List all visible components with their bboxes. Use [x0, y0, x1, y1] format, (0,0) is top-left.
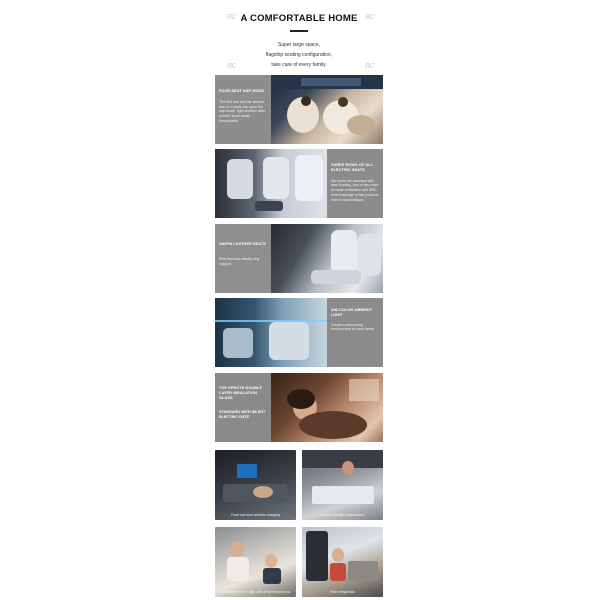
feature-description: Create a welcoming environment for your family — [331, 322, 375, 332]
feature-column — [215, 0, 383, 600]
watermark-logo: RC — [365, 63, 375, 70]
feature-panel-nap-mode — [215, 75, 383, 144]
page-subtitle — [215, 40, 383, 70]
feature-panel-insulation-glass — [215, 373, 383, 442]
cabin-illustration — [215, 298, 327, 367]
page-title: A COMFORTABLE HOME — [240, 13, 358, 24]
tile-caption: Sunken storage compartment — [320, 513, 365, 517]
feature-description: The first row and the second row of 4 seats can open the nap mode, light children after sunset, lunch seats comfortable. — [219, 99, 266, 123]
passenger-illustration — [271, 373, 383, 442]
feature-tile-wireless-charging — [215, 450, 296, 520]
sleeping-passenger-photo — [271, 373, 383, 442]
nappa-seat-photo — [271, 224, 383, 293]
family-illustration — [215, 527, 296, 597]
ambient-light-photo — [215, 298, 327, 367]
feature-panel-electric-seats — [215, 149, 383, 218]
tile-caption: Rear refrigerator — [330, 590, 355, 594]
title-divider — [290, 30, 308, 32]
subtitle-line: Super large space, — [278, 42, 320, 48]
subtitle-line: flagship seating configuration, — [265, 52, 333, 58]
feature-heading-secondary: STANDARD WITH SILENT ELECTRIC GATE — [219, 410, 266, 420]
subtitle-line: take care of every family. — [271, 62, 327, 68]
car-interior-illustration — [271, 75, 383, 144]
storage-illustration — [302, 450, 383, 520]
seat-illustration — [271, 224, 383, 293]
feature-heading: 256-COLOR AMBIENT LIGHT — [331, 308, 373, 317]
watermark-logo: RC — [365, 14, 375, 21]
seat-rows-photo — [215, 149, 327, 218]
feature-tile-storage — [302, 450, 383, 520]
fridge-illustration — [302, 527, 383, 597]
feature-text-block — [215, 224, 271, 293]
feature-text-block — [215, 373, 271, 442]
seat-illustration — [215, 149, 327, 218]
feature-heading: NAPPA LEATHER SEATS — [219, 242, 266, 246]
feature-description: Six seats are standard with seat heating, one or two rows of seats ventilation and SPA-level massage at fair points to relieve travel fatigue. — [331, 178, 379, 202]
feature-heading: TOP SPROTE DOUBLE LAYER INSULATION GLASS — [219, 386, 263, 400]
feature-tile-refrigerator — [302, 527, 383, 597]
console-illustration — [215, 450, 296, 520]
feature-heading: FOUR-SEAT NAP MODE — [219, 89, 265, 93]
feature-text-block — [327, 298, 383, 367]
family-napping-photo — [271, 75, 383, 144]
feature-panel-ambient-light — [215, 298, 383, 367]
feature-text-block — [327, 149, 383, 218]
watermark-logo: RC — [227, 14, 237, 21]
feature-tile-smarttable — [215, 527, 296, 597]
tile-caption: Smarttable on the right side of the second row — [220, 590, 291, 594]
feature-description: First four-way electric leg support — [219, 256, 259, 266]
watermark-logo: RC — [227, 63, 237, 70]
feature-panel-nappa-seats — [215, 224, 383, 293]
feature-text-block — [215, 75, 271, 144]
tile-caption: Front row dual wireless charging — [231, 513, 280, 517]
feature-heading: THREE ROWS OF ALL ELECTRIC SEATS — [331, 163, 373, 172]
